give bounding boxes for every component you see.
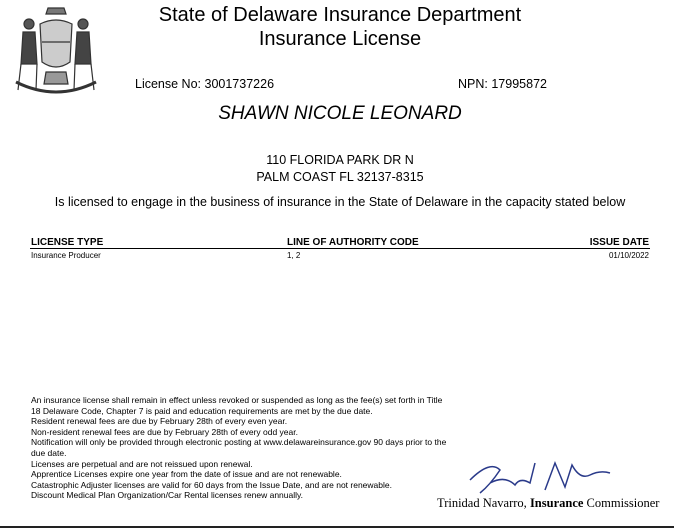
commissioner-signature bbox=[460, 455, 620, 500]
signer-name: Trinidad Navarro, bbox=[437, 496, 530, 510]
note: Apprentice Licenses expire one year from the date of issue and are not renewable. bbox=[31, 469, 342, 480]
signer-dept: Insurance bbox=[529, 496, 584, 510]
cell-license-type: Insurance Producer bbox=[31, 251, 101, 260]
cell-issue-date: 01/10/2022 bbox=[608, 251, 649, 260]
license-no-value: 3001737226 bbox=[204, 77, 275, 91]
licensee-name: SHAWN NICOLE LEONARD bbox=[218, 103, 462, 124]
license-statement: Is licensed to engage in the business of insurance in the State of Delaware in the capacity stated below bbox=[54, 195, 626, 209]
address-line2: PALM COAST FL 32137-8315 bbox=[256, 170, 424, 184]
table-rule bbox=[30, 248, 650, 249]
address-line1: 110 FLORIDA PARK DR N bbox=[266, 153, 414, 167]
cell-line-of-authority: 1, 2 bbox=[287, 251, 301, 260]
note: Resident renewal fees are due by February 28th of every even year. bbox=[31, 416, 288, 427]
note: Discount Medical Plan Organization/Car Rental licenses renew annually. bbox=[31, 490, 303, 501]
document-title: State of Delaware Insurance Department bbox=[158, 4, 522, 26]
note: Catastrophic Adjuster licenses are valid for 60 days from the Issue Date, and are not renewable. bbox=[31, 479, 392, 490]
note: Notification will only be provided through electronic posting at www.delawareinsurance.gov 90 days prior to the due date. bbox=[31, 437, 447, 458]
npn-value: 17995872 bbox=[491, 77, 547, 91]
header-issue-date: ISSUE DATE bbox=[589, 237, 649, 248]
signer-title bbox=[437, 496, 659, 511]
header-license-type: LICENSE TYPE bbox=[31, 237, 104, 248]
note: An insurance license shall remain in effect unless revoked or suspended as long as the fee(s) set forth in Title 18 Delaware Code, Chapter 7 is paid and education requirements are met by the due date. bbox=[31, 395, 443, 416]
note: Licenses are perpetual and are not reissued upon renewal. bbox=[31, 458, 253, 469]
signer-role: Commissioner bbox=[583, 496, 660, 510]
header-line-of-authority: LINE OF AUTHORITY CODE bbox=[287, 237, 419, 248]
npn-label: NPN: bbox=[458, 77, 488, 91]
license-number bbox=[135, 77, 274, 91]
npn bbox=[458, 77, 547, 91]
license-notes bbox=[31, 395, 451, 501]
license-no-label: License No: bbox=[135, 77, 202, 91]
note: Non-resident renewal fees are due by February 28th of every odd year. bbox=[31, 426, 298, 437]
document-subtitle: Insurance License bbox=[258, 28, 422, 50]
